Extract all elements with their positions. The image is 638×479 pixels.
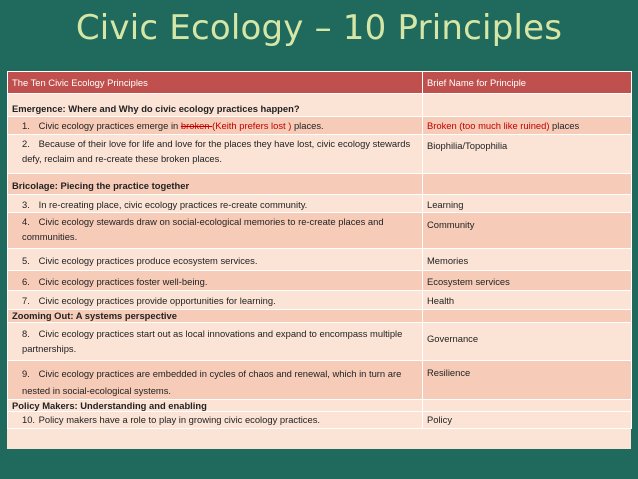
table-row — [8, 271, 632, 291]
table-row — [8, 213, 632, 249]
row-number: 7. — [22, 295, 30, 306]
brief-name-2: Biophilia/Topophilia — [423, 135, 632, 174]
brief-name-8: Governance — [423, 323, 632, 361]
principle-text: Civic ecology practices foster well-being. — [38, 276, 208, 287]
section-row — [8, 94, 632, 117]
empty-cell — [423, 94, 632, 117]
principle-10 — [8, 412, 423, 429]
principle-3 — [8, 195, 423, 213]
table-row — [8, 135, 632, 174]
principle-text: Because of their love for life and love for the places they have lost, civic ecology stewards defy, reclaim and re-create these broken places. — [22, 138, 411, 164]
brief-name-5: Memories — [423, 249, 632, 271]
principle-text: Civic ecology practices produce ecosystem services. — [38, 255, 258, 266]
principle-4 — [8, 213, 423, 249]
empty-cell — [423, 400, 632, 412]
principle-text: Policy makers have a role to play in growing civic ecology practices. — [38, 414, 320, 425]
row-number: 3. — [22, 199, 30, 210]
table-row — [8, 361, 632, 400]
brief-name-6: Ecosystem services — [423, 271, 632, 291]
principle-9 — [8, 361, 423, 400]
brief-name-4: Community — [423, 213, 632, 249]
row-number: 8. — [22, 328, 30, 339]
table-row — [8, 412, 632, 429]
table-header-row — [8, 72, 632, 94]
header-principles: The Ten Civic Ecology Principles — [8, 72, 423, 94]
principle-2 — [8, 135, 423, 174]
principle-text: Civic ecology practices are embedded in cycles of chaos and renewal, which in turn are nested in social-ecological systems. — [22, 368, 402, 396]
principle-text: Civic ecology practices emerge in — [38, 120, 181, 131]
principle-text: Civic ecology practices start out as local innovations and expand to encompass multiple partnerships. — [22, 328, 403, 354]
section-bricolage: Bricolage: Piecing the practice together — [8, 174, 423, 195]
empty-cell — [423, 310, 632, 323]
table-row — [8, 249, 632, 271]
row-number: 9. — [22, 368, 30, 379]
brief-name-rest: places — [549, 120, 580, 131]
principle-text: Civic ecology stewards draw on social-ecological memories to re-create places and communities. — [22, 216, 384, 242]
principle-text: In re-creating place, civic ecology practices re-create community. — [38, 199, 308, 210]
row-number: 1. — [22, 120, 30, 131]
table-row — [8, 195, 632, 213]
section-row — [8, 174, 632, 195]
section-row — [8, 400, 632, 412]
principle-1 — [8, 117, 423, 135]
section-policy: Policy Makers: Understanding and enabling — [8, 400, 423, 412]
principle-text-end: places. — [291, 120, 324, 131]
table-row — [8, 323, 632, 361]
table-row — [8, 291, 632, 310]
principle-7 — [8, 291, 423, 310]
principle-6 — [8, 271, 423, 291]
brief-name-10: Policy — [423, 412, 632, 429]
brief-name-1 — [423, 117, 632, 135]
section-emergence: Emergence: Where and Why do civic ecology practices happen? — [8, 94, 423, 117]
principles-table — [7, 71, 631, 449]
header-brief-name: Brief Name for Principle — [423, 72, 632, 94]
row-number: 10. — [22, 414, 36, 425]
brief-name-7: Health — [423, 291, 632, 310]
struck-text: broken — [180, 120, 213, 131]
section-zooming: Zooming Out: A systems perspective — [8, 310, 423, 323]
row-number: 2. — [22, 138, 30, 149]
slide-title: Civic Ecology – 10 Principles — [75, 8, 563, 48]
section-row — [8, 310, 632, 323]
table-row — [8, 117, 632, 135]
empty-cell — [423, 174, 632, 195]
row-number: 5. — [22, 255, 30, 266]
brief-name-3: Learning — [423, 195, 632, 213]
principle-8 — [8, 323, 423, 361]
comment-text: (Keith prefers lost ) — [212, 120, 292, 131]
principle-5 — [8, 249, 423, 271]
brief-name-9: Resilience — [423, 361, 632, 400]
row-number: 6. — [22, 276, 30, 287]
principle-text: Civic ecology practices provide opportunities for learning. — [38, 295, 276, 306]
row-number: 4. — [22, 216, 30, 227]
brief-name-red: Broken (too much like ruined) — [427, 120, 550, 131]
